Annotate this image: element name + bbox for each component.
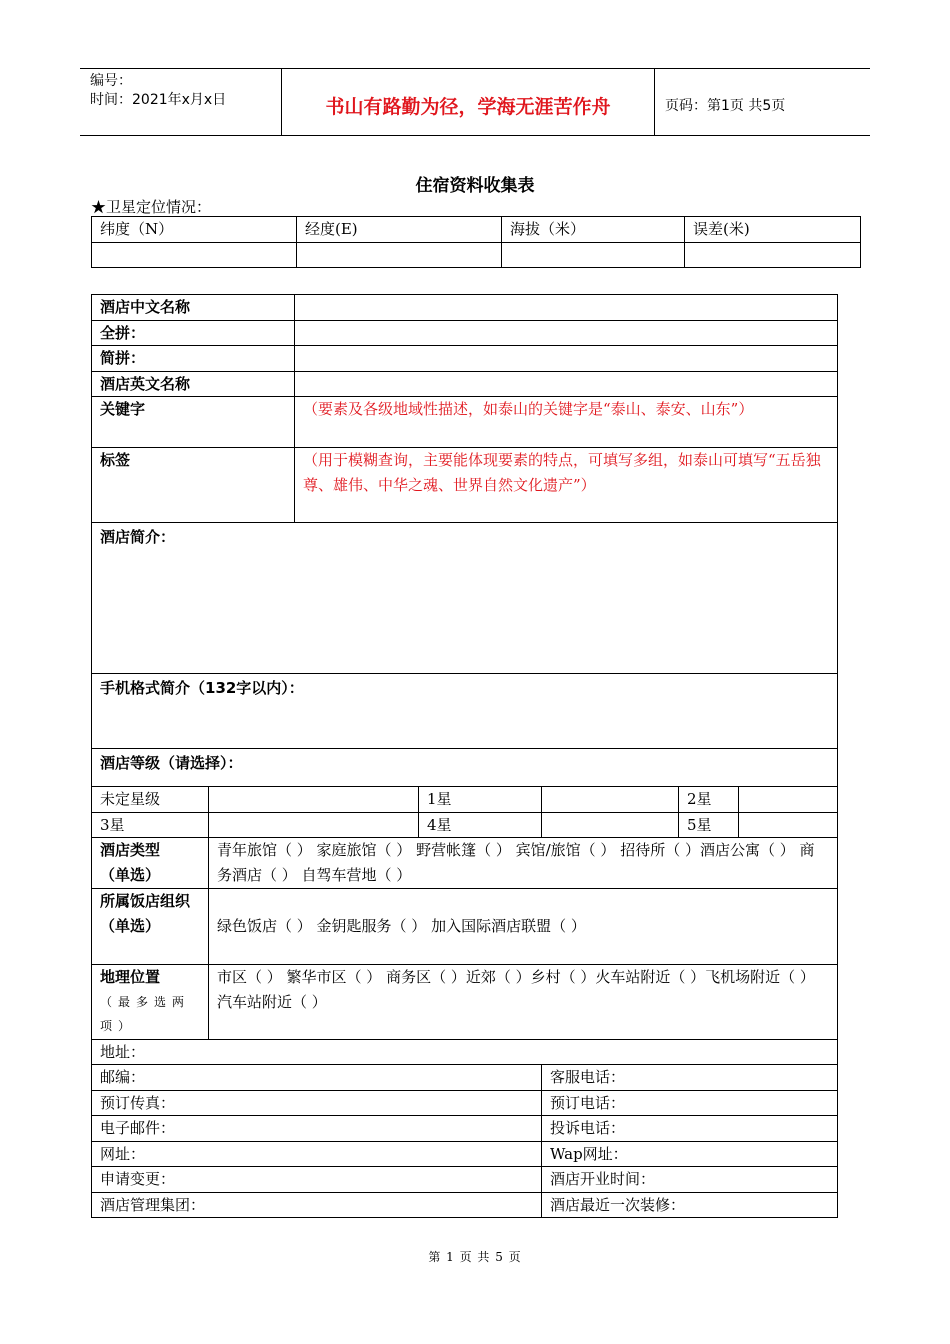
pinyin-field[interactable] [295, 321, 838, 346]
mgmt-group-field[interactable]: 酒店管理集团： [92, 1193, 542, 1218]
keyword-label: 关键字 [92, 397, 295, 448]
grade-check-1star[interactable] [542, 787, 679, 813]
grade-option-3star[interactable]: 3星 [92, 813, 209, 838]
intro-label: 酒店简介： [100, 528, 176, 546]
header-bottom-rule [80, 135, 870, 136]
tag-label: 标签 [92, 448, 295, 523]
grade-option-1star[interactable]: 1星 [419, 787, 542, 813]
open-time-field[interactable]: 酒店开业时间： [542, 1167, 838, 1193]
grade-check-2star[interactable] [739, 787, 838, 813]
hotel-type-sub: （单选） [100, 866, 161, 884]
error-value[interactable] [685, 243, 861, 268]
tag-field[interactable]: （用于模糊查询，主要能体现要素的特点，可填写多组，如泰山可填写“五岳独尊、雄伟、中华之魂、世界自然文化遗产”） [295, 448, 838, 523]
en-name-field[interactable] [295, 372, 838, 397]
abbr-label: 简拼： [92, 346, 295, 372]
change-request-field[interactable]: 申请变更： [92, 1167, 542, 1193]
grade-check-5star[interactable] [739, 813, 838, 838]
doc-number: 编号： [90, 73, 132, 89]
mobile-intro-section[interactable] [92, 674, 838, 749]
wap-field[interactable]: Wap网址： [542, 1142, 838, 1167]
header-top-rule [80, 68, 870, 69]
mobile-intro-label: 手机格式简介（132字以内）： [100, 679, 304, 697]
last-renovation-field[interactable]: 酒店最近一次装修： [542, 1193, 838, 1218]
abbr-field[interactable] [295, 346, 838, 372]
hotel-type-label: 酒店类型 [100, 841, 161, 859]
grade-option-5star[interactable]: 5星 [679, 813, 739, 838]
hotel-type-options[interactable]: 青年旅馆（ ） 家庭旅馆（ ） 野营帐篷（ ） 宾馆/旅馆（ ） 招待所（ ）酒店公寓（ ） 商务酒店（ ） 自驾车营地（ ） [209, 838, 838, 889]
altitude-value[interactable] [502, 243, 685, 268]
grade-label: 酒店等级（请选择）： [92, 749, 838, 787]
group-label-cell [92, 889, 209, 965]
satellite-table [91, 216, 861, 268]
header-divider [281, 68, 282, 136]
complaint-phone-field[interactable]: 投诉电话： [542, 1116, 838, 1142]
header-divider [654, 68, 655, 136]
longitude-value[interactable] [297, 243, 502, 268]
en-name-label: 酒店英文名称 [92, 372, 295, 397]
altitude-header: 海拔（米） [502, 217, 685, 243]
latitude-value[interactable] [92, 243, 297, 268]
hotel-type-label-cell [92, 838, 209, 889]
grade-option-unrated[interactable]: 未定星级 [92, 787, 209, 813]
service-phone-field[interactable]: 客服电话： [542, 1065, 838, 1091]
group-options[interactable]: 绿色饭店（ ） 金钥匙服务（ ） 加入国际酒店联盟（ ） [209, 889, 838, 965]
page-title: 住宿资料收集表 [415, 176, 535, 196]
grade-check-3star[interactable] [209, 813, 419, 838]
longitude-header: 经度(E) [297, 217, 502, 243]
location-options[interactable]: 市区（ ） 繁华市区（ ） 商务区（ ）近郊（ ）乡村（ ）火车站附近（ ）飞机场附近（ ） 汽车站附近（ ） [209, 965, 838, 1040]
cn-name-field[interactable] [295, 295, 838, 321]
location-label: 地理位置 [100, 968, 161, 986]
header-meta [90, 72, 226, 110]
booking-fax-field[interactable]: 预订传真： [92, 1091, 542, 1116]
group-sub: （单选） [100, 917, 161, 935]
pinyin-label: 全拼： [92, 321, 295, 346]
website-field[interactable]: 网址： [92, 1142, 542, 1167]
grade-check-unrated[interactable] [209, 787, 419, 813]
header-motto: 书山有路勤为径，学海无涯苦作舟 [325, 96, 611, 118]
address-field[interactable]: 地址： [92, 1040, 838, 1065]
grade-option-2star[interactable]: 2星 [679, 787, 739, 813]
page-footer: 第 1 页 共 5 页 [428, 1250, 522, 1264]
cn-name-label: 酒店中文名称 [92, 295, 295, 321]
booking-phone-field[interactable]: 预订电话： [542, 1091, 838, 1116]
location-sub: （最多选两项） [100, 995, 191, 1033]
header-page-number: 页码：第1页 共5页 [665, 98, 786, 114]
keyword-field[interactable]: （要素及各级地域性描述，如泰山的关键字是“泰山、泰安、山东”） [295, 397, 838, 448]
email-field[interactable]: 电子邮件： [92, 1116, 542, 1142]
group-label: 所属饭店组织 [100, 892, 191, 910]
grade-check-4star[interactable] [542, 813, 679, 838]
postcode-field[interactable]: 邮编： [92, 1065, 542, 1091]
hotel-info-table [91, 294, 838, 1218]
doc-date: 时间：2021年x月x日 [90, 92, 227, 108]
grade-option-4star[interactable]: 4星 [419, 813, 542, 838]
latitude-header: 纬度（N） [92, 217, 297, 243]
location-label-cell [92, 965, 209, 1040]
error-header: 误差(米) [685, 217, 861, 243]
intro-section[interactable] [92, 523, 838, 674]
satellite-label: ★卫星定位情况： [91, 198, 212, 216]
